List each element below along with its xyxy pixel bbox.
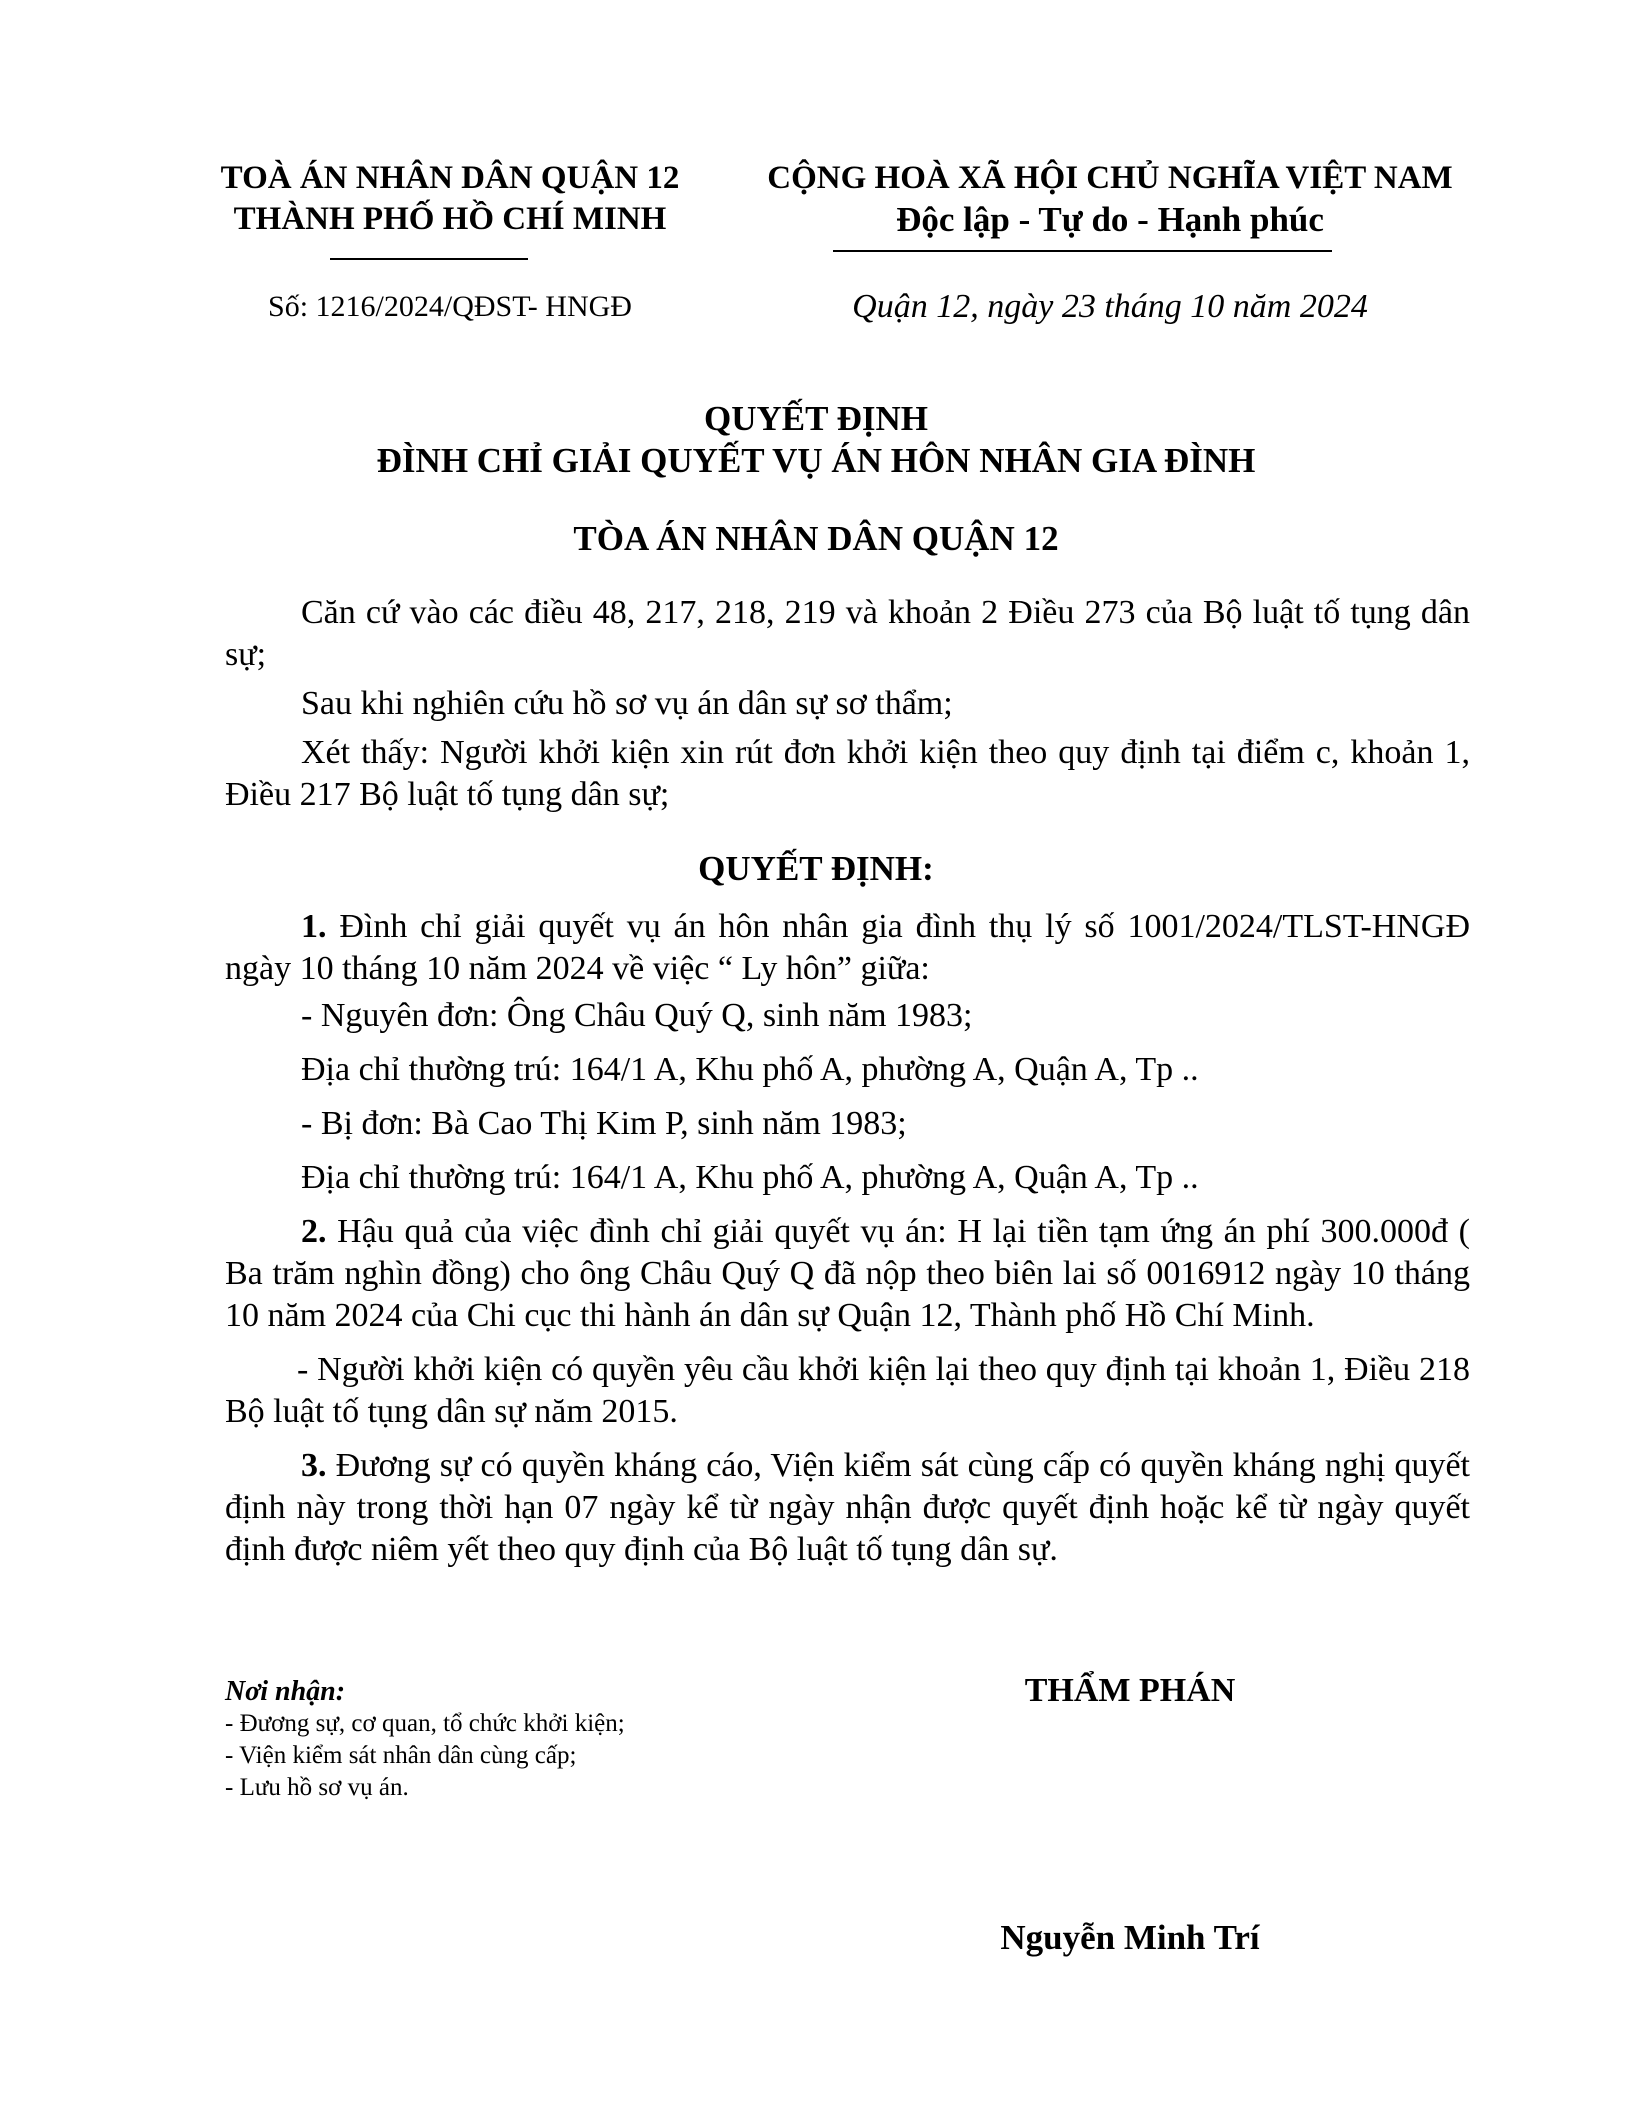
item-1-number: 1. <box>301 908 327 945</box>
court-name: TOÀ ÁN NHÂN DÂN QUẬN 12 <box>220 160 680 196</box>
item-1-text: Đình chỉ giải quyết vụ án hôn nhân gia đình thụ lý số 1001/2024/TLST-HNGĐ ngày 10 tháng 10 năm 2024 về việc “ Ly hôn” giữa: <box>225 908 1470 987</box>
legal-basis <box>225 592 1470 823</box>
item-3 <box>225 1445 1470 1571</box>
recipient-item: - Viện kiểm sát nhân dân cùng cấp; <box>225 1742 577 1769</box>
basis-paragraph: Xét thấy: Người khởi kiện xin rút đơn khởi kiện theo quy định tại điểm c, khoản 1, Điều 217 Bộ luật tố tụng dân sự; <box>225 734 1470 813</box>
nation-header <box>710 158 1510 240</box>
item-3-number: 3. <box>301 1447 327 1484</box>
recipient-item: - Lưu hồ sơ vụ án. <box>225 1774 409 1801</box>
document-subtitle: ĐÌNH CHỈ GIẢI QUYẾT VỤ ÁN HÔN NHÂN GIA ĐÌNH <box>376 441 1256 480</box>
court-city: THÀNH PHỐ HỒ CHÍ MINH <box>233 201 667 237</box>
basis-paragraph: Sau khi nghiên cứu hồ sơ vụ án dân sự sơ thẩm; <box>301 685 953 722</box>
item-2 <box>225 1211 1470 1337</box>
document-title: QUYẾT ĐỊNH <box>704 399 928 438</box>
defendant-address: Địa chỉ thường trú: 164/1 A, Khu phố A, phường A, Quận A, Tp .. <box>301 1159 1199 1196</box>
recipient-item: - Đương sự, cơ quan, tổ chức khởi kiện; <box>225 1710 625 1737</box>
court-header-underline <box>330 258 528 260</box>
court-header <box>170 158 730 240</box>
judge-title: THẨM PHÁN <box>1024 1672 1236 1709</box>
item-1 <box>225 906 1470 990</box>
place-date: Quận 12, ngày 23 tháng 10 năm 2024 <box>852 288 1368 325</box>
item-2-sub: - Người khởi kiện có quyền yêu cầu khởi kiện lại theo quy định tại khoản 1, Điều 218 Bộ luật tố tụng dân sự năm 2015. <box>225 1351 1470 1430</box>
recipients-block <box>225 1676 625 1804</box>
nation-motto: Độc lập - Tự do - Hạnh phúc <box>896 200 1324 239</box>
item-2-number: 2. <box>301 1213 327 1250</box>
decision-items <box>225 906 1470 1583</box>
plaintiff-address: Địa chỉ thường trú: 164/1 A, Khu phố A, phường A, Quận A, Tp .. <box>301 1051 1199 1088</box>
nation-name: CỘNG HOÀ XÃ HỘI CHỦ NGHĨA VIỆT NAM <box>767 160 1453 196</box>
decision-heading: QUYẾT ĐỊNH: <box>698 849 934 888</box>
item-3-text: Đương sự có quyền kháng cáo, Viện kiểm sát cùng cấp có quyền kháng nghị quyết định này trong thời hạn 07 ngày kể từ ngày nhận được quyết định hoặc kể từ ngày quyết định được niêm yết theo quy định của Bộ luật tố tụng dân sự. <box>225 1447 1470 1568</box>
defendant-line: - Bị đơn: Bà Cao Thị Kim P, sinh năm 1983; <box>301 1105 907 1142</box>
nation-motto-underline <box>833 250 1332 252</box>
reference-number: Số: 1216/2024/QĐST- HNGĐ <box>268 290 632 323</box>
item-2-text: Hậu quả của việc đình chỉ giải quyết vụ án: H lại tiền tạm ứng án phí 300.000đ ( Ba trăm nghìn đồng) cho ông Châu Quý Q đã nộp theo biên lai số 0016912 ngày 10 tháng 10 năm 2024 của Chi cục thi hành án dân sự Quận 12, Thành phố Hồ Chí Minh. <box>225 1213 1470 1334</box>
basis-paragraph: Căn cứ vào các điều 48, 217, 218, 219 và khoản 2 Điều 273 của Bộ luật tố tụng dân sự; <box>225 594 1470 673</box>
plaintiff-line: - Nguyên đơn: Ông Châu Quý Q, sinh năm 1983; <box>301 997 973 1034</box>
recipients-heading: Nơi nhận: <box>225 1676 346 1707</box>
judge-name: Nguyễn Minh Trí <box>1000 1918 1260 1957</box>
issuing-court: TÒA ÁN NHÂN DÂN QUẬN 12 <box>573 519 1059 558</box>
